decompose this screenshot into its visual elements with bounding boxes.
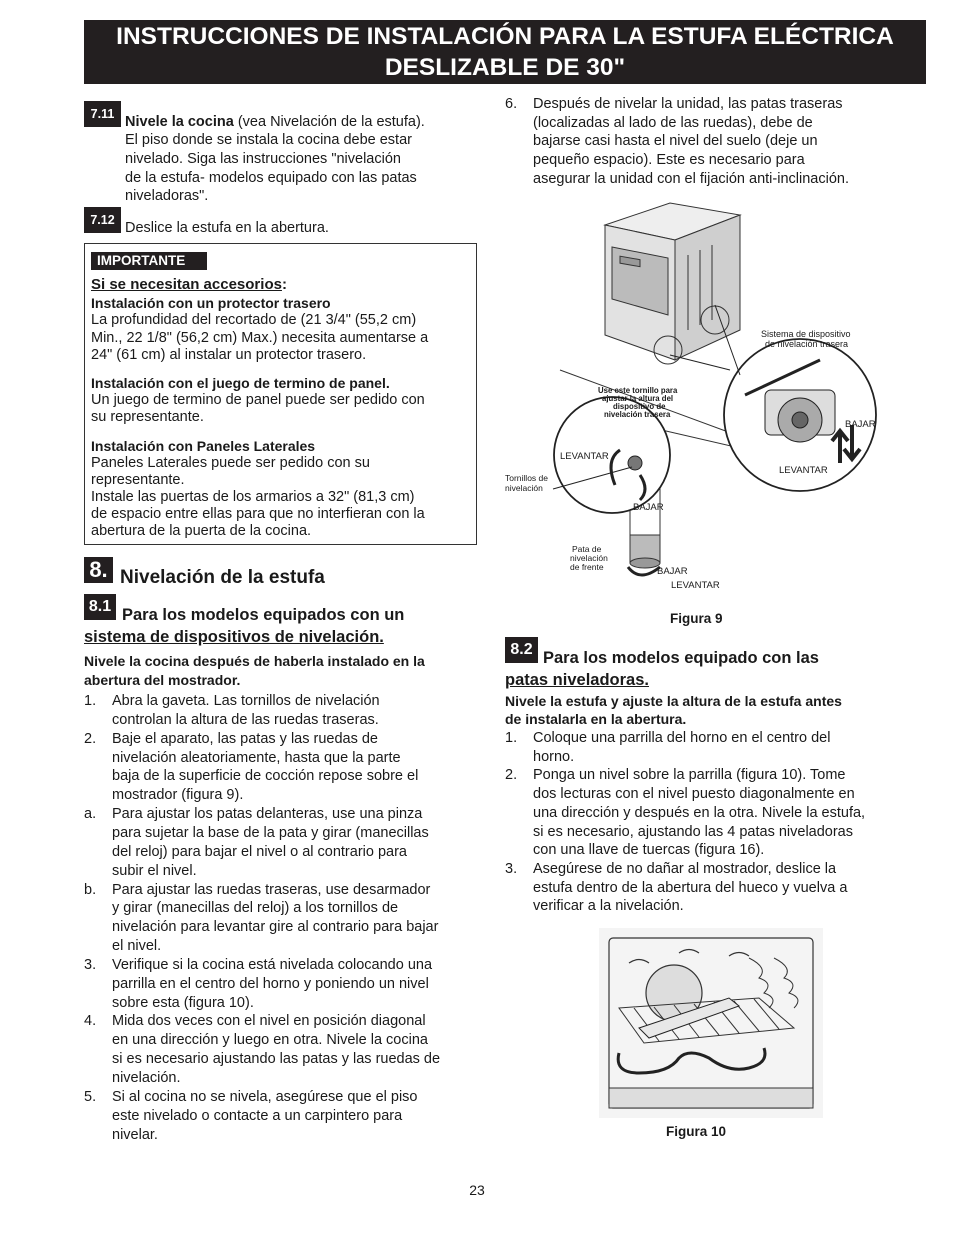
step-7-11-line-2: El piso donde se instala la cocina debe estar (125, 132, 412, 148)
fig9-label-sistema-1: Sistema de dispositivo (761, 329, 851, 339)
list-item-number: 1. (505, 730, 518, 746)
page-number: 23 (469, 1182, 485, 1198)
rear-guard-line-3: 24" (61 cm) al instalar un protector trasero. (91, 347, 367, 363)
list-item-line: Ponga un nivel sobre la parrilla (figura 10). Tome (533, 767, 846, 784)
step-7-12-text: Deslice la estufa en la abertura. (125, 220, 329, 236)
section-badge-8-2: 8.2 (505, 637, 538, 663)
figure-10-illustration (599, 928, 823, 1118)
list-item-line: en una dirección y luego en otra. Nivele la cocina (112, 1032, 428, 1049)
list-item-line: para sujetar la base de la pata y girar (manecillas (112, 824, 429, 841)
accessories-heading-text: Si se necesitan accesorios (91, 276, 282, 293)
fig9-label-tornillos-1: Tornillos de (505, 473, 548, 483)
fig9-label-tornillos-2: nivelación (505, 483, 543, 493)
step-badge-7-11: 7.11 (84, 101, 121, 127)
list-item-line: nivelación. (112, 1070, 181, 1086)
list-item-line: Baje el aparato, las patas y las ruedas de (112, 730, 378, 747)
section-badge-8: 8. (84, 557, 113, 583)
list-item-line: (localizadas al lado de las ruedas), debe de (533, 114, 813, 131)
header-line-1: INSTRUCCIONES DE INSTALACIÓN PARA LA ESTUFA ELÉCTRICA (116, 23, 894, 50)
list-item-line: sobre esta (figura 10). (112, 994, 254, 1011)
list-item-line: Después de nivelar la unidad, las patas traseras (533, 96, 843, 112)
list-item-line: asegurar la unidad con el fijación anti-inclinación. (533, 170, 849, 187)
side-panels-heading: Instalación con Paneles Laterales (91, 438, 316, 454)
step-7-11-line-5: niveladoras". (125, 188, 209, 204)
section-8-1-title-1: Para los modelos equipados con un (122, 606, 405, 624)
section-8-2-title-2: patas niveladoras. (505, 671, 649, 689)
list-item-line: bajarse casi hasta el nivel del suelo (deje un (533, 133, 818, 150)
rear-guard-heading: Instalación con un protector trasero (91, 295, 331, 311)
list-item-line: este nivelado o contacte a un carpintero para (112, 1107, 403, 1124)
fig9-label-pata-1: Pata de (572, 544, 602, 554)
fig9-label-use-1: Use este tornillo para (598, 386, 678, 395)
fig9-label-bajar-bottom: BAJAR (657, 566, 688, 577)
list-item-line: si es necesario ajustando las patas y las ruedas de (112, 1051, 441, 1068)
list-item-line: si es necesario, ajustando las 4 patas niveladoras (533, 823, 853, 840)
list-item-number: 4. (84, 1013, 97, 1030)
panel-kit-line-1: Un juego de termino de panel puede ser pedido con (91, 392, 425, 408)
list-item-number: 6. (505, 96, 518, 112)
section-badge-8-1: 8.1 (84, 594, 116, 620)
list-item-line: Coloque una parrilla del horno en el centro del (533, 730, 831, 746)
list-item-number: a. (84, 806, 97, 823)
list-item-line: mostrador (figura 9). (112, 787, 244, 804)
list-item-line: nivelación para levantar gire al contrario para bajar (112, 919, 439, 936)
step-badge-7-12: 7.12 (84, 207, 121, 233)
fig9-label-sistema-2: de nivelación trasera (765, 339, 849, 349)
panel-kit-line-2: su representante. (91, 409, 204, 425)
fig9-label-use-2: ajustar la altura del (602, 394, 674, 403)
list-item-line: Mida dos veces con el nivel en posición diagonal (112, 1013, 426, 1030)
section-8-2-title-1: Para los modelos equipado con las (543, 649, 819, 667)
list-item-line: Para ajustar los patas delanteras, use una pinza (112, 806, 423, 823)
section-8-1-intro-1: Nivele la cocina después de haberla instalado en la (84, 653, 425, 669)
list-item-line: horno. (533, 748, 575, 765)
side-panels-line-5: abertura de la puerta de la cocina. (91, 523, 312, 539)
list-item-number: 3. (505, 860, 518, 877)
list-item-number: 2. (505, 767, 518, 784)
side-panels-line-1: Paneles Laterales puede ser pedido con su (91, 455, 370, 471)
fig9-label-pata-2: nivelación (570, 553, 608, 563)
list-item-line: pequeño espacio). Este es necesario para (533, 152, 805, 169)
list-item-line: Abra la gaveta. Las tornillos de nivelación (112, 693, 380, 709)
side-panels-line-4: de espacio entre ellas para que no interfieran con la (91, 506, 425, 522)
step-7-11-bold: Nivele la cocina (125, 114, 234, 130)
list-item-line: una dirección y después en la otra. Nivele la estufa, (533, 804, 866, 821)
step-7-11-line-4: de la estufa- modelos equipado con las patas (125, 170, 417, 186)
accessories-colon: : (281, 276, 287, 293)
accessories-heading (91, 276, 287, 295)
list-item-line: parrilla en el centro del horno y poniendo un nivel (112, 975, 429, 992)
fig9-label-levantar-bottom: LEVANTAR (671, 580, 720, 591)
step-7-11-rest: (vea Nivelación de la estufa). (233, 114, 425, 130)
figure-10-caption: Figura 10 (666, 1124, 727, 1139)
section-8-1-title-2: sistema de dispositivos de nivelación. (84, 628, 384, 646)
list-item-line: nivelar. (112, 1126, 158, 1143)
figure-9-illustration (500, 195, 900, 605)
list-item-number: b. (84, 881, 97, 898)
list-item-number: 2. (84, 730, 97, 747)
list-item-line: estufa dentro de la abertura del hueco y vuelva a (533, 879, 848, 896)
list-item-line: del reloj) para bajar el nivel o al contrario para (112, 843, 407, 860)
step-7-11-line-3: nivelado. Siga las instrucciones "nivelación (125, 151, 401, 167)
list-item-line: y girar (manecillas del reloj) a los tornillos de (112, 900, 399, 917)
step-7-11-line-1 (125, 113, 425, 132)
header-line-2: DESLIZABLE DE 30" (384, 54, 626, 81)
section-8-2-intro-2: de instalarla en la abertura. (505, 711, 687, 727)
figure-9-caption: Figura 9 (670, 611, 723, 626)
section-8-2-intro-1: Nivele la estufa y ajuste la altura de la estufa antes (505, 693, 842, 709)
side-panels-line-2: representante. (91, 472, 185, 488)
list-item-line: baja de la superficie de cocción repose sobre el (112, 768, 419, 785)
list-item-number: 1. (84, 693, 97, 709)
section-8-1-intro-2: abertura del mostrador. (84, 672, 241, 688)
fig9-label-use-3: dispositivo de (613, 402, 666, 411)
page-header (84, 20, 926, 84)
list-item-line: Para ajustar las ruedas traseras, use desarmador (112, 881, 431, 898)
list-item-line: subir el nivel. (112, 862, 197, 879)
section-8-title: Nivelación de la estufa (120, 567, 325, 588)
fig9-label-levantar-left: LEVANTAR (560, 451, 609, 462)
important-label: IMPORTANTE (91, 252, 207, 270)
fig9-label-use-4: nivelación trasera (604, 410, 671, 419)
list-item-number: 5. (84, 1088, 97, 1105)
list-item-number: 3. (84, 956, 97, 973)
fig9-label-bajar-right: BAJAR (845, 419, 876, 430)
fig9-label-bajar-left: BAJAR (633, 502, 664, 513)
list-item-line: nivelación aleatoriamente, hasta que la parte (112, 749, 401, 766)
list-item-line: Asegúrese de no dañar al mostrador, deslice la (533, 860, 837, 877)
rear-guard-line-1: La profundidad del recortado de (21 3/4" (55,2 cm) (91, 312, 417, 328)
list-item-line: dos lecturas con el nivel puesto diagonalmente en (533, 786, 855, 803)
list-item-line: Verifique si la cocina está nivelada colocando una (112, 956, 433, 973)
list-item-line: Si al cocina no se nivela, asegúrese que el piso (112, 1088, 418, 1105)
side-panels-line-3: Instale las puertas de los armarios a 32" (81,3 cm) (91, 489, 415, 505)
list-item-line: controlan la altura de las ruedas traseras. (112, 711, 379, 728)
panel-kit-heading: Instalación con el juego de termino de panel. (91, 375, 390, 391)
list-item-line: verificar a la nivelación. (533, 898, 684, 915)
fig9-label-levantar-right: LEVANTAR (779, 465, 828, 476)
magnifier-leader-line-2 (670, 355, 730, 370)
fig9-label-pata-3: de frente (570, 562, 604, 572)
list-item-line: con una llave de tuercas (figura 16). (533, 842, 765, 859)
rear-guard-line-2: Min., 22 1/8" (56,2 cm) Max.) necesita aumentarse a (91, 330, 429, 346)
list-item-line: el nivel. (112, 938, 162, 955)
